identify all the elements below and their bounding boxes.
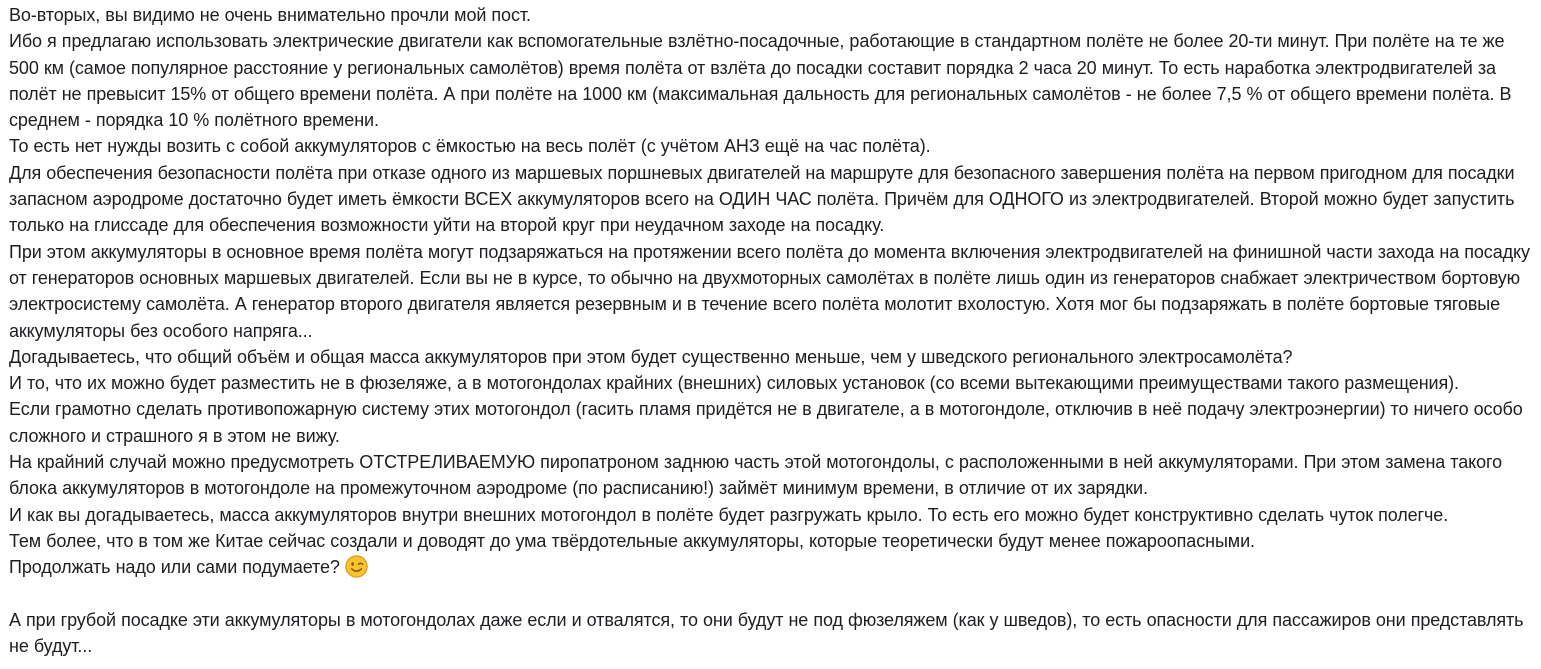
winking-face-svg — [345, 555, 368, 578]
post-paragraph: И как вы догадываетесь, масса аккумуляторов внутри внешних мотогондол в полёте будет разгружать крыло. То есть его можно будет конструктивно сделать чуток полегче. — [9, 504, 1449, 525]
post-paragraph: Тем более, что в том же Китае сейчас создали и доводят до ума твёрдотельные аккумуляторы, которые теоретически будут менее пожароопасными. — [9, 530, 1255, 551]
post-question-line — [9, 554, 1535, 580]
post-paragraph: Догадываетесь, что общий объём и общая масса аккумуляторов при этом будет существенно меньше, чем у шведского регионального электросамолёта? — [9, 346, 1293, 367]
winking-face-emoji-icon — [345, 555, 368, 578]
post-paragraph: Для обеспечения безопасности полёта при отказе одного из маршевых поршневых двигателей на маршруте для безопасного завершения полёта на первом пригодном для посадки запасном аэродроме достаточно будет иметь ёмкости ВСЕХ аккумуляторов всего на ОДИН ЧАС полёта. Причём для ОДНОГО из электродвигателей. Второй можно будет запустить только на глиссаде для обеспечения возможности уйти на второй круг при неудачном заходе на посадку. — [9, 162, 1515, 236]
paragraph-gap — [9, 581, 1535, 607]
post-paragraph: А при грубой посадке эти аккумуляторы в мотогондолах даже если и отвалятся, то они будут не под фюзеляжем (как у шведов), то есть опасности для пассажиров они представлять не будут... — [9, 609, 1524, 657]
post-paragraph: Ибо я предлагаю использовать электрические двигатели как вспомогательные взлётно-посадочные, работающие в стандартном полёте не более 20-ти минут. При полёте на те же 500 км (самое популярное расстояние у региональных самолётов) время полёта от взлёта до посадки составит порядка 2 часа 20 минут. То есть наработка электродвигателей за полёт не превысит 15% от общего времени полёта. А при полёте на 1000 км (максимальная дальность для региональных самолётов - не более 7,5 % от общего времени полёта. В среднем - порядка 10 % полётного времени. — [9, 31, 1512, 131]
post-paragraph: На крайний случай можно предусмотреть ОТСТРЕЛИВАЕМУЮ пиропатроном заднюю часть этой мотогондолы, с расположенными в ней аккумуляторами. При этом замена такого блока аккумуляторов в мотогондоле на промежуточном аэродроме (по расписанию!) займёт минимум времени, в отличие от их зарядки. — [9, 452, 1503, 499]
post-paragraph: И то, что их можно будет разместить не в фюзеляже, а в мотогондолах крайних (внешних) силовых установок (со всеми вытекающими преимуществами такого размещения). — [9, 373, 1459, 394]
post-question-text: Продолжать надо или сами подумаете? — [9, 557, 340, 578]
post-paragraph: При этом аккумуляторы в основное время полёта могут подзаряжаться на протяжении всего полёта до момента включения электродвигателей на финишной части захода на посадку от генераторов основных маршевых двигателей. Если вы не в курсе, то обычно на двухмоторных самолётах в полёте лишь один из генераторов снабжает электричеством бортовую электросистему самолёта. А генератор второго двигателя является резервным и в течение всего полёта молотит вхолостую. Хотя мог бы подзаряжать в полёте бортовые тяговые аккумуляторы без особого напряга... — [9, 241, 1530, 341]
post-paragraph: То есть нет нужды возить с собой аккумуляторов с ёмкостью на весь полёт (с учётом АНЗ ещё на час полёта). — [9, 136, 931, 157]
post-paragraph: Во-вторых, вы видимо не очень внимательно прочли мой пост. — [9, 5, 531, 25]
post-paragraph: Если грамотно сделать противопожарную систему этих мотогондол (гасить пламя придётся не в двигателе, а в мотогондоле, отключив в неё подачу электроэнергии) то ничего особо сложного и страшного я в этом не вижу. — [9, 399, 1523, 446]
